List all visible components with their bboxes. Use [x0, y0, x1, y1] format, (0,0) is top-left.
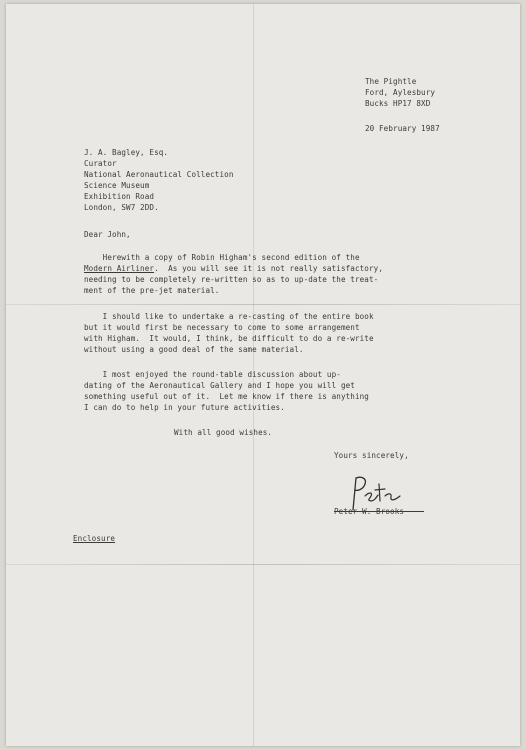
valediction: Yours sincerely, — [334, 451, 409, 460]
fold-crease — [6, 304, 520, 305]
salutation: Dear John, — [84, 230, 131, 239]
book-title: Modern Airliner — [84, 264, 155, 273]
body-line: ment of the pre-jet material. — [84, 286, 220, 295]
recipient-line: Exhibition Road — [84, 192, 155, 201]
sender-address-line: Bucks HP17 8XD — [365, 99, 431, 108]
letter-date: 20 February 1987 — [365, 124, 440, 133]
sender-address-line: Ford, Aylesbury — [365, 88, 436, 97]
body-line: I should like to undertake a re-casting of the entire book — [84, 312, 374, 321]
body-text: . As you will see it is not really satisfactory, — [154, 264, 383, 273]
body-line: something useful out of it. Let me know if there is anything — [84, 392, 369, 401]
body-line: needing to be completely re-written so as to up-date the treat- — [84, 275, 379, 284]
body-line: I most enjoyed the round-table discussion about up- — [84, 370, 341, 379]
body-line: without using a good deal of the same material. — [84, 345, 304, 354]
closing-wishes: With all good wishes. — [174, 428, 273, 437]
enclosure-note: Enclosure — [73, 534, 116, 543]
fold-crease — [6, 564, 520, 565]
recipient-line: Curator — [84, 159, 117, 168]
body-line: but it would first be necessary to come to some arrangement — [84, 323, 360, 332]
recipient-line: London, SW7 2DD. — [84, 203, 159, 212]
body-line: dating of the Aeronautical Gallery and I hope you will get — [84, 381, 355, 390]
body-line: with Higham. It would, I think, be difficult to do a re-write — [84, 334, 374, 343]
body-line: I can do to help in your future activities. — [84, 403, 285, 412]
recipient-line: J. A. Bagley, Esq. — [84, 148, 169, 157]
typed-name: Peter W. Brooks — [334, 507, 405, 516]
sender-address-line: The Pightle — [365, 77, 417, 86]
recipient-line: Science Museum — [84, 181, 150, 190]
recipient-line: National Aeronautical Collection — [84, 170, 234, 179]
body-line — [84, 264, 383, 274]
body-line: Herewith a copy of Robin Higham's second edition of the — [84, 253, 360, 262]
